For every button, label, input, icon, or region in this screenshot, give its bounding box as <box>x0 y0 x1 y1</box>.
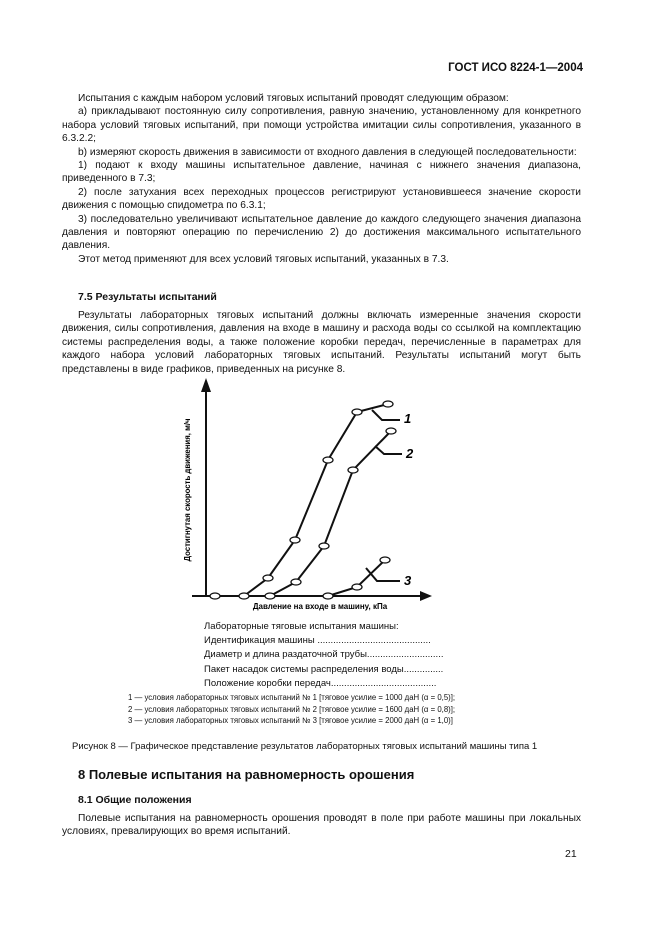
section-8-1-text <box>62 812 581 839</box>
figure-caption: Рисунок 8 — Графическое представление результатов лабораторных тяговых испытаний машины типа 1 <box>72 741 538 752</box>
curve-label-2: 2 <box>406 446 414 461</box>
form-line: Диаметр и длина раздаточной трубы............................. <box>204 649 444 661</box>
intro-paragraph: 2) после затухания всех переходных процессов регистрируют установившееся значение скорости движения с помощью спидометра по 6.3.1; <box>62 186 581 212</box>
figure-legend <box>128 692 455 727</box>
form-line: Лабораторные тяговые испытания машины: <box>204 621 399 632</box>
intro-paragraph: Этот метод применяют для всех условий тяговых испытаний, указанных в 7.3. <box>78 253 449 265</box>
section-7-5-title: 7.5 Результаты испытаний <box>78 291 217 303</box>
test-form-block <box>204 620 443 691</box>
curve-3-markers <box>323 557 390 599</box>
y-axis-label: Достигнутая скорость движения, м/ч <box>183 418 192 562</box>
document-header: ГОСТ ИСО 8224-1—2004 <box>448 62 583 74</box>
curve-2-markers <box>265 428 396 599</box>
legend-item: 3 — условия лабораторных тяговых испытаний № 3 [тяговое усилие = 2000 даН (α = 1,0)] <box>128 716 453 725</box>
intro-paragraph: 1) подают к входу машины испытательное давление, начиная с нижнего значения диапазона, приведенного в 7.3; <box>62 160 581 185</box>
curve-1-markers <box>210 401 393 599</box>
section-8-title: 8 Полевые испытания на равномерность орошения <box>78 767 415 782</box>
page-number: 21 <box>565 848 577 860</box>
intro-paragraph: а) прикладывают постоянную силу сопротивления, равную значению, установленному для конкретного набора условий тяговых испытаний, при помощи устройства имитации силы сопротивления, указанного в 6.3.2.2; <box>62 106 581 145</box>
intro-paragraph: b) измеряют скорость движения в зависимости от входного давления в следующей последовательности: <box>78 146 577 158</box>
form-line: Положение коробки передач........................................ <box>204 677 437 689</box>
intro-paragraph: Испытания с каждым набором условий тяговых испытаний проводят следующим образом: <box>78 93 509 104</box>
curve-label-1: 1 <box>404 411 412 426</box>
y-axis-arrow <box>201 378 211 392</box>
intro-paragraph: 3) последовательно увеличивают испытательное давление до каждого следующего значения диапазона давления и повторяют операцию по перечислению 2) до достижения максимального испытательного давления. <box>62 213 581 252</box>
x-axis-label: Давление на входе в машину, кПа <box>252 602 388 611</box>
legend-item: 1 — условия лабораторных тяговых испытаний № 1 [тяговое усилие = 1000 даН (α = 0,5)]; <box>128 693 456 702</box>
section-7-5-paragraph: Результаты лабораторных тяговых испытаний должны включать измеренные значения скорости движения, силы сопротивления, давления на входе в машину и расхода воды со ссылкой на комплектацию системы распределения воды, а также положение коробки передач, перечисленные в параметрах для каждого набора условий лабораторных тяговых испытаний. Результаты испытаний могут быть представлены в виде графиков, приведенных на рисунке 8. <box>62 310 581 375</box>
section-8-1-paragraph: Полевые испытания на равномерность орошения проводят в поле при работе машины при локальных условиях, превалирующих во время испытаний. <box>62 813 581 838</box>
curve-1 <box>215 404 388 596</box>
x-axis-arrow <box>420 591 432 601</box>
legend-item: 2 — условия лабораторных тяговых испытаний № 2 [тяговое усилие = 1600 даН (α = 0,8)]; <box>128 704 456 714</box>
section-8-1-title: 8.1 Общие положения <box>78 794 192 806</box>
curve-label-3: 3 <box>404 573 412 588</box>
curve-leader-lines <box>366 410 402 581</box>
form-line: Пакет насадок системы распределения воды............... <box>204 663 444 675</box>
form-line: Идентификация машины ........................................... <box>204 635 431 647</box>
